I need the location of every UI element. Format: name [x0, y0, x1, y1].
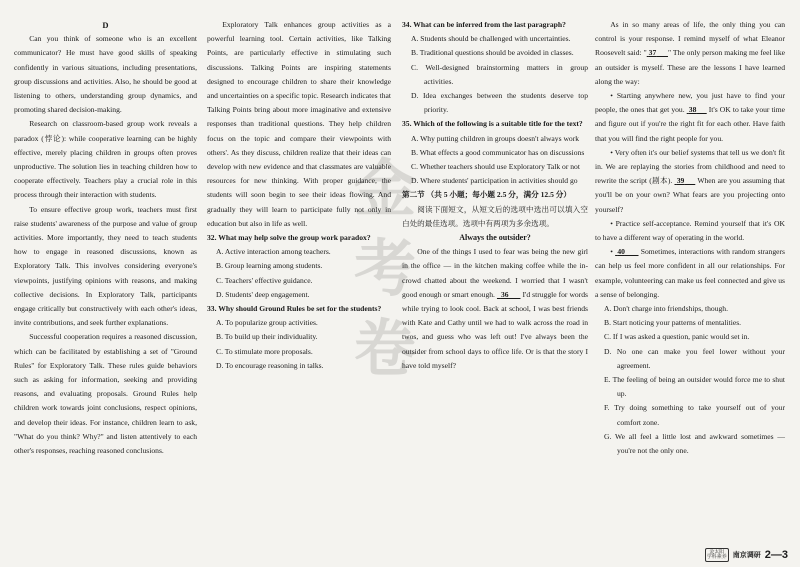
column-3: [402, 18, 588, 373]
question-35-option-c[interactable]: C. Whether teachers should use Exploratory Talk or not: [411, 162, 580, 172]
question-32-option-a[interactable]: A. Active interaction among teachers.: [216, 247, 331, 257]
question-32-option-c[interactable]: C. Teachers' effective guidance.: [216, 275, 313, 285]
question-32-option-d[interactable]: D. Students' deep engagement.: [216, 289, 310, 299]
page-footer: [705, 548, 788, 562]
passage-d-paragraph-3: To ensure effective group work, teachers must first raise students' awareness of the purpose and value of group activities. More importantly, they need to teach students how to engage in reasoned discussions, known as Exploratory Talk. This involves considering everyone's viewpoints, justifying opinions with reasons, and making collective decisions. In Exploratory Talk, participants engage critically but constructively with each other's ideas, invite contributions, and seek further explanations.: [14, 204, 197, 328]
question-32-option-b[interactable]: B. Group learning among students.: [216, 261, 323, 271]
question-34-option-c[interactable]: C. Well-designed brainstorming matters in group activities.: [411, 62, 588, 86]
question-33-option-b[interactable]: B. To build up their individuality.: [216, 332, 318, 342]
blank-37-number: 37: [648, 48, 657, 58]
blank-40[interactable]: [615, 247, 638, 256]
passage-d-paragraph-5: Exploratory Talk enhances group activities as a powerful learning tool. Certain activities, like Talking Points, are particularly effective in stimulating such discussions. Talking Points are inspiring statements designed to encourage children to share their knowledge and uncertainties on a specific topic. Research indicates that Talking Points bring about more imaginative and extensive responses than traditional questions. They help children focus on the topic and compare their viewpoints with others'. As they discuss, children realize that their ideas can develop with new evidence and that classmates are valuable resources for new thinking. With proper guidance, the students will soon begin to see their ideas flowing. And gradually they will learn to participate fully not only in education but also in life as well.: [207, 20, 391, 228]
section-2-instruction: 阅读下面短文，从短文后的选项中选出可以填入空白处的最佳选项。选项中有两项为多余选项。: [402, 204, 588, 228]
question-32-stem: 32. What may help solve the group work paradox?: [207, 233, 371, 243]
question-33-option-d[interactable]: D. To encourage reasoning in talks.: [216, 360, 324, 370]
gap-paragraph-2-start: As in so many areas of life, the only thing you can control is your response. I remind myself of what Eleanor Roosevelt said: ": [595, 20, 785, 58]
section-2-heading: 第二节 （共 5 小题；每小题 2.5 分，满分 12.5 分）: [402, 190, 571, 200]
gap-paragraph-6: • 40 Sometimes, interactions with random strangers can help us feel more confident in all our relationships. For example, volunteering can make us feel connected and give us a sense of belonging.: [595, 247, 785, 299]
gap-option-g[interactable]: G. We all feel a little lost and awkward sometimes — you're not the only one.: [604, 431, 785, 456]
column-1: [14, 18, 197, 458]
column-2: [207, 18, 391, 373]
gap-paragraph-6-text: Sometimes, interactions with random strangers can help us feel more confident in all our relationships. For example, volunteering can make us feel connected and give us a sense of belonging.: [595, 247, 785, 299]
blank-38-number: 38: [688, 105, 697, 115]
blank-39-number: 39: [676, 176, 685, 186]
question-35-option-b[interactable]: B. What effects a good communicator has on discussions: [411, 147, 585, 157]
gap-paragraph-4: [595, 146, 785, 217]
column-4: [595, 18, 785, 458]
blank-39[interactable]: [674, 176, 695, 185]
gap-option-e[interactable]: E. The feeling of being an outsider would force me to shut up.: [604, 375, 785, 399]
gap-paragraph-2-end: " The only person making me feel like an outsider is myself. These are the lessons I have learned along the way:: [595, 48, 785, 86]
question-35-option-a[interactable]: A. Why putting children in groups doesn't always work: [411, 133, 580, 143]
blank-36[interactable]: [497, 290, 521, 299]
question-34-option-a[interactable]: A. Students should be challenged with uncertainties.: [411, 34, 571, 44]
question-34-option-d[interactable]: D. Idea exchanges between the students deserve top priority.: [411, 91, 588, 115]
exam-name: 南京调研: [732, 552, 761, 559]
gap-paragraph-3-start: • Starting anywhere new, you just have to find your people, the ones that get you.: [595, 91, 785, 115]
gap-option-d[interactable]: D. No one can make you feel lower without your agreement.: [604, 346, 785, 370]
question-34-option-b[interactable]: B. Traditional questions should be avoided in classes.: [411, 48, 574, 58]
passage-title: Always the outsider?: [459, 233, 531, 243]
blank-36-number: 36: [500, 289, 509, 299]
page-number: 2—3: [764, 549, 788, 561]
gap-option-c[interactable]: C. If I was asked a question, panic would set in.: [604, 332, 750, 342]
svg-text:考: 考: [353, 232, 417, 305]
question-35-stem: 35. Which of the following is a suitable title for the text?: [402, 119, 583, 129]
passage-d-paragraph-1: Can you think of someone who is an excellent communicator? He must have good skills of speaking confidently in various situations, including presentations, group discussions and activities. Also, he should be good at listening to others, understanding group dynamics, and promoting shared decision-making.: [14, 34, 197, 115]
blank-38[interactable]: [687, 105, 707, 114]
gap-paragraph-4-start: • Very often it's our belief systems that tell us we don't fit in. We are replaying the stories from childhood and need to rewrite the script (剧本).: [595, 147, 785, 186]
gap-paragraph-3: [595, 89, 785, 146]
gap-option-b[interactable]: B. Start noticing your patterns of mentalities.: [604, 318, 742, 328]
question-33-stem: 33. Why should Ground Rules be set for the students?: [207, 304, 382, 314]
question-33-option-a[interactable]: A. To popularize group activities.: [216, 318, 318, 328]
svg-text:金: 金: [353, 152, 417, 225]
question-34-stem: 34. What can be inferred from the last paragraph?: [402, 20, 566, 29]
section-letter: D: [102, 20, 109, 30]
gap-option-f[interactable]: F. Try doing something to take yourself out of your comfort zone.: [604, 403, 785, 427]
blank-37[interactable]: [647, 48, 668, 57]
gap-paragraph-5: • Practice self-acceptance. Remind yourself that it's OK to have a different way of operating in the world.: [595, 218, 785, 243]
gap-paragraph-1-start: One of the things I used to fear was being the new girl in the office — in the kitchen making coffee while the in-crowd chatted about the weekend. I worried that I wasn't good enough or smart enough.: [402, 247, 588, 299]
passage-d-paragraph-2: Research on classroom-based group work reveals a paradox (悖论): while cooperative learning can be highly effective, merely placing children in groups often proves unproductive. The solution lies in teaching children how to cooperate effectively. Teachers play a crucial role in this process through their interaction with students.: [14, 119, 197, 200]
publisher-logo: 金太阳 学科素养: [706, 548, 727, 560]
gap-paragraph-1: [402, 245, 588, 373]
gap-paragraph-4-end: When are you assuming that you'll be on your own? What fears are you projecting onto yourself?: [595, 176, 785, 214]
gap-paragraph-2: [595, 18, 785, 89]
gap-paragraph-3-end: It's OK to take your time and figure out if you're the right fit for each other. Have faith that you will find the right people for you.: [595, 105, 786, 143]
gap-option-a[interactable]: A. Don't charge into friendships, though.: [604, 304, 728, 314]
passage-d-paragraph-4: Successful cooperation requires a reasoned discussion, which can be facilitated by establishing a set of "Ground Rules" for Exploratory Talk. These rules guide behaviors such as asking for information, seeking and providing reasons, and evaluating proposals. Ground Rules help children work towards joint conclusions, respect opinions, and develop their ideas. For instance, children learn to ask, "What do you think? Why?" and listen attentively to each other's responses, reaching reasoned conclusions.: [14, 332, 197, 456]
gap-paragraph-1-end: I'd struggle for words while trying to look cool. Back at school, I was best friends with Kate and Cathy until we had to walk across the road in twos, and guess who was left out! I've always been the outsider from school days to office life. Or is that the story I have told myself?: [402, 289, 589, 370]
blank-40-number: 40: [617, 247, 625, 257]
svg-text:卷: 卷: [353, 312, 417, 385]
question-35-option-d[interactable]: D. Where students' participation in activities should go: [411, 176, 578, 186]
question-33-option-c[interactable]: C. To stimulate more proposals.: [216, 346, 313, 356]
